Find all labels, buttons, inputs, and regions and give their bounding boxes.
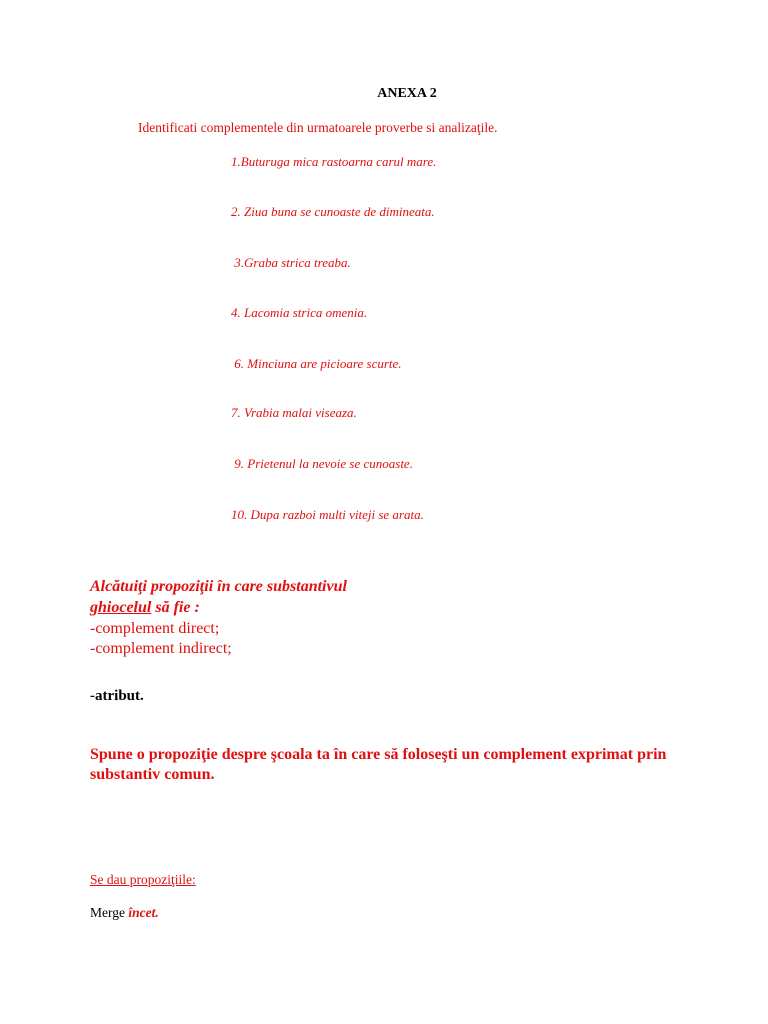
task4-sentence (90, 905, 159, 921)
task2-item-atribut: -atribut. (90, 688, 144, 704)
task2-heading-rest: să fie : (151, 599, 200, 616)
proverb-item: 10. Dupa razboi multi viteji se arata. (231, 507, 424, 522)
sentence-keyword: încet. (128, 905, 159, 920)
highlighted-noun: ghiocelul (90, 599, 152, 616)
task2-item-direct: -complement direct; (90, 620, 220, 637)
instruction-text: Identificati complementele din urmatoarele proverbe si analizaţile. (138, 120, 498, 135)
task2-heading-line2 (90, 599, 200, 617)
sentence-start: Merge (90, 905, 129, 920)
document-title: ANEXA 2 (377, 86, 437, 101)
proverb-item: 1.Buturuga mica rastoarna carul mare. (231, 154, 437, 169)
proverb-item: 2. Ziua buna se cunoaste de dimineata. (231, 204, 435, 219)
task2-item-indirect: -complement indirect; (90, 640, 232, 657)
proverb-item: 6. Minciuna are picioare scurte. (231, 356, 402, 371)
proverb-item: 7. Vrabia malai viseaza. (231, 405, 357, 420)
task3-text: Spune o propoziţie despre şcoala ta în care să foloseşti un complement exprimat prin substantiv comun. (90, 746, 667, 783)
proverb-item: 3.Graba strica treaba. (231, 255, 351, 270)
proverb-item: 4. Lacomia strica omenia. (231, 305, 368, 320)
task2-heading: Alcătuiţi propoziţii în care substantivul (90, 578, 347, 595)
task4-heading: Se dau propoziţiile: (90, 872, 196, 887)
proverb-item: 9. Prietenul la nevoie se cunoaste. (231, 456, 413, 471)
